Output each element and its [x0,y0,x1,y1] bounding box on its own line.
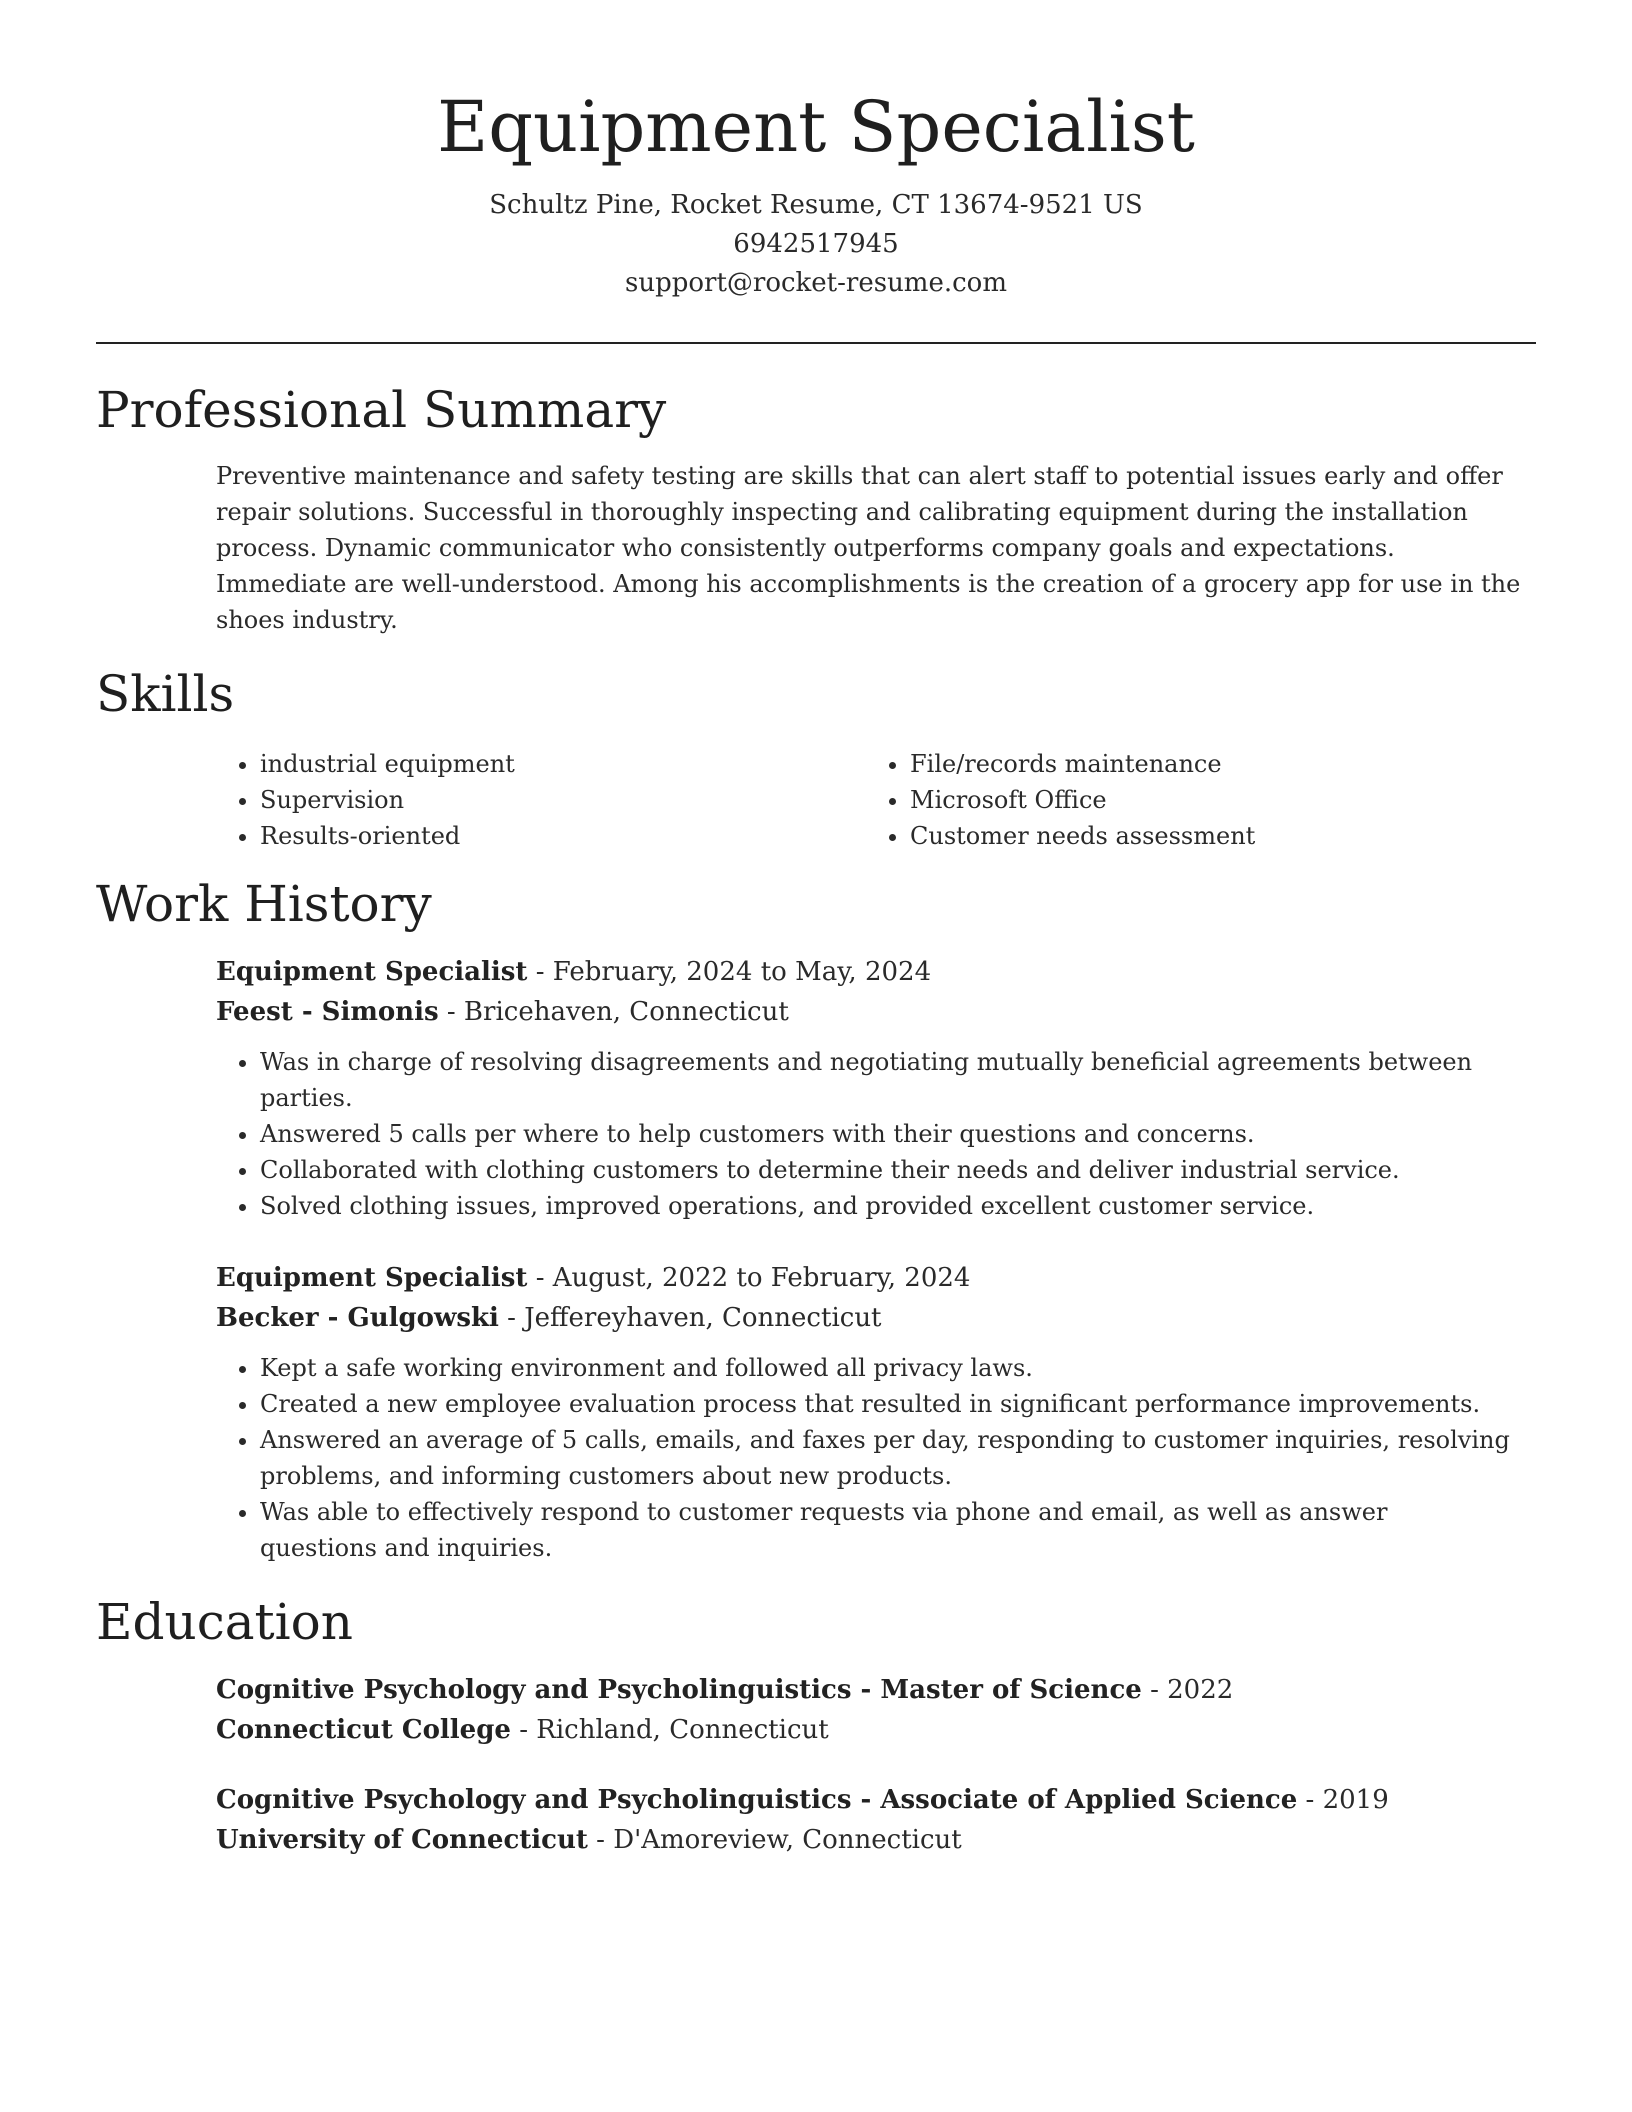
job-bullet: • Was able to effectively respond to customer requests via phone and email, as well as answer questions and inquiries. [260,1494,1510,1566]
skills-column-left [216,746,866,854]
education-degree: Cognitive Psychology and Psycholinguistics - Associate of Applied Science [216,1785,1298,1815]
job-dates: - August, 2022 to February, 2024 [527,1263,971,1293]
education-location: - D'Amoreview, Connecticut [587,1825,962,1855]
education-entry [216,1670,1526,1750]
education-entry [216,1780,1526,1860]
section-title-work: Work History [96,875,432,933]
education-year: - 2022 [1141,1675,1234,1705]
contact-email: support@rocket-resume.com [624,268,1007,298]
job-title-line [216,1258,1526,1298]
education-degree: Cognitive Psychology and Psycholinguistics - Master of Science [216,1675,1142,1705]
job-bullet: • Was in charge of resolving disagreements and negotiating mutually beneficial agreements between parties. [260,1044,1510,1116]
job-bullets [216,1044,1526,1224]
education-location: - Richland, Connecticut [510,1715,829,1745]
summary-text: Preventive maintenance and safety testing are skills that can alert staff to potential issues early and offer repair solutions. Successful in thoroughly inspecting and calibrating equipment during the installation process. Dynamic communicator who consistently outperforms company goals and expectations. Immediate are well-understood. Among his accomplishments is the creation of a grocery app for use in the shoes industry. [216,462,1521,634]
skills-list [216,746,1516,854]
skill-item: • File/records maintenance [910,746,1516,782]
contact-block [0,186,1632,303]
skill-item: • industrial equipment [260,746,866,782]
job-company: Feest - Simonis [216,997,439,1027]
job-bullets [216,1350,1526,1566]
education-year: - 2019 [1297,1785,1389,1815]
job-company: Becker - Gulgowski [216,1303,499,1333]
contact-address: Schultz Pine, Rocket Resume, CT 13674-9521 US [489,190,1143,220]
job-bullet: • Solved clothing issues, improved operations, and provided excellent customer service. [260,1188,1510,1224]
skill-item: • Microsoft Office [910,782,1516,818]
job-role: Equipment Specialist [216,957,528,987]
candidate-name: Equipment Specialist [437,86,1195,168]
skill-item: • Supervision [260,782,866,818]
job-company-line [216,992,1526,1032]
contact-phone: 6942517945 [733,229,899,259]
job-bullet: • Answered 5 calls per where to help customers with their questions and concerns. [260,1116,1510,1152]
job-location: - Bricehaven, Connecticut [438,997,789,1027]
education-degree-line [216,1780,1526,1820]
section-title-skills: Skills [96,665,235,723]
job-entry [216,952,1526,1224]
job-location: - Jeffereyhaven, Connecticut [498,1303,882,1333]
job-bullet: • Collaborated with clothing customers to determine their needs and deliver industrial service. [260,1152,1510,1188]
job-role: Equipment Specialist [216,1263,528,1293]
job-dates: - February, 2024 to May, 2024 [527,957,932,987]
education-degree-line [216,1670,1526,1710]
skill-item: • Results-oriented [260,818,866,854]
job-entry [216,1258,1526,1566]
skills-column-right [866,746,1516,854]
education-school-line [216,1710,1526,1750]
job-bullet: • Created a new employee evaluation process that resulted in significant performance improvements. [260,1386,1510,1422]
job-title-line [216,952,1526,992]
job-bullet: • Kept a safe working environment and followed all privacy laws. [260,1350,1510,1386]
skill-item: • Customer needs assessment [910,818,1516,854]
resume-header [0,82,1632,303]
job-bullet: • Answered an average of 5 calls, emails, and faxes per day, responding to customer inquiries, resolving problems, and informing customers about new products. [260,1422,1510,1494]
header-divider [96,342,1536,344]
education-school: University of Connecticut [216,1825,588,1855]
section-title-summary: Professional Summary [96,381,667,439]
education-school-line [216,1820,1526,1860]
education-school: Connecticut College [216,1715,511,1745]
section-title-education: Education [96,1593,353,1651]
job-company-line [216,1298,1526,1338]
